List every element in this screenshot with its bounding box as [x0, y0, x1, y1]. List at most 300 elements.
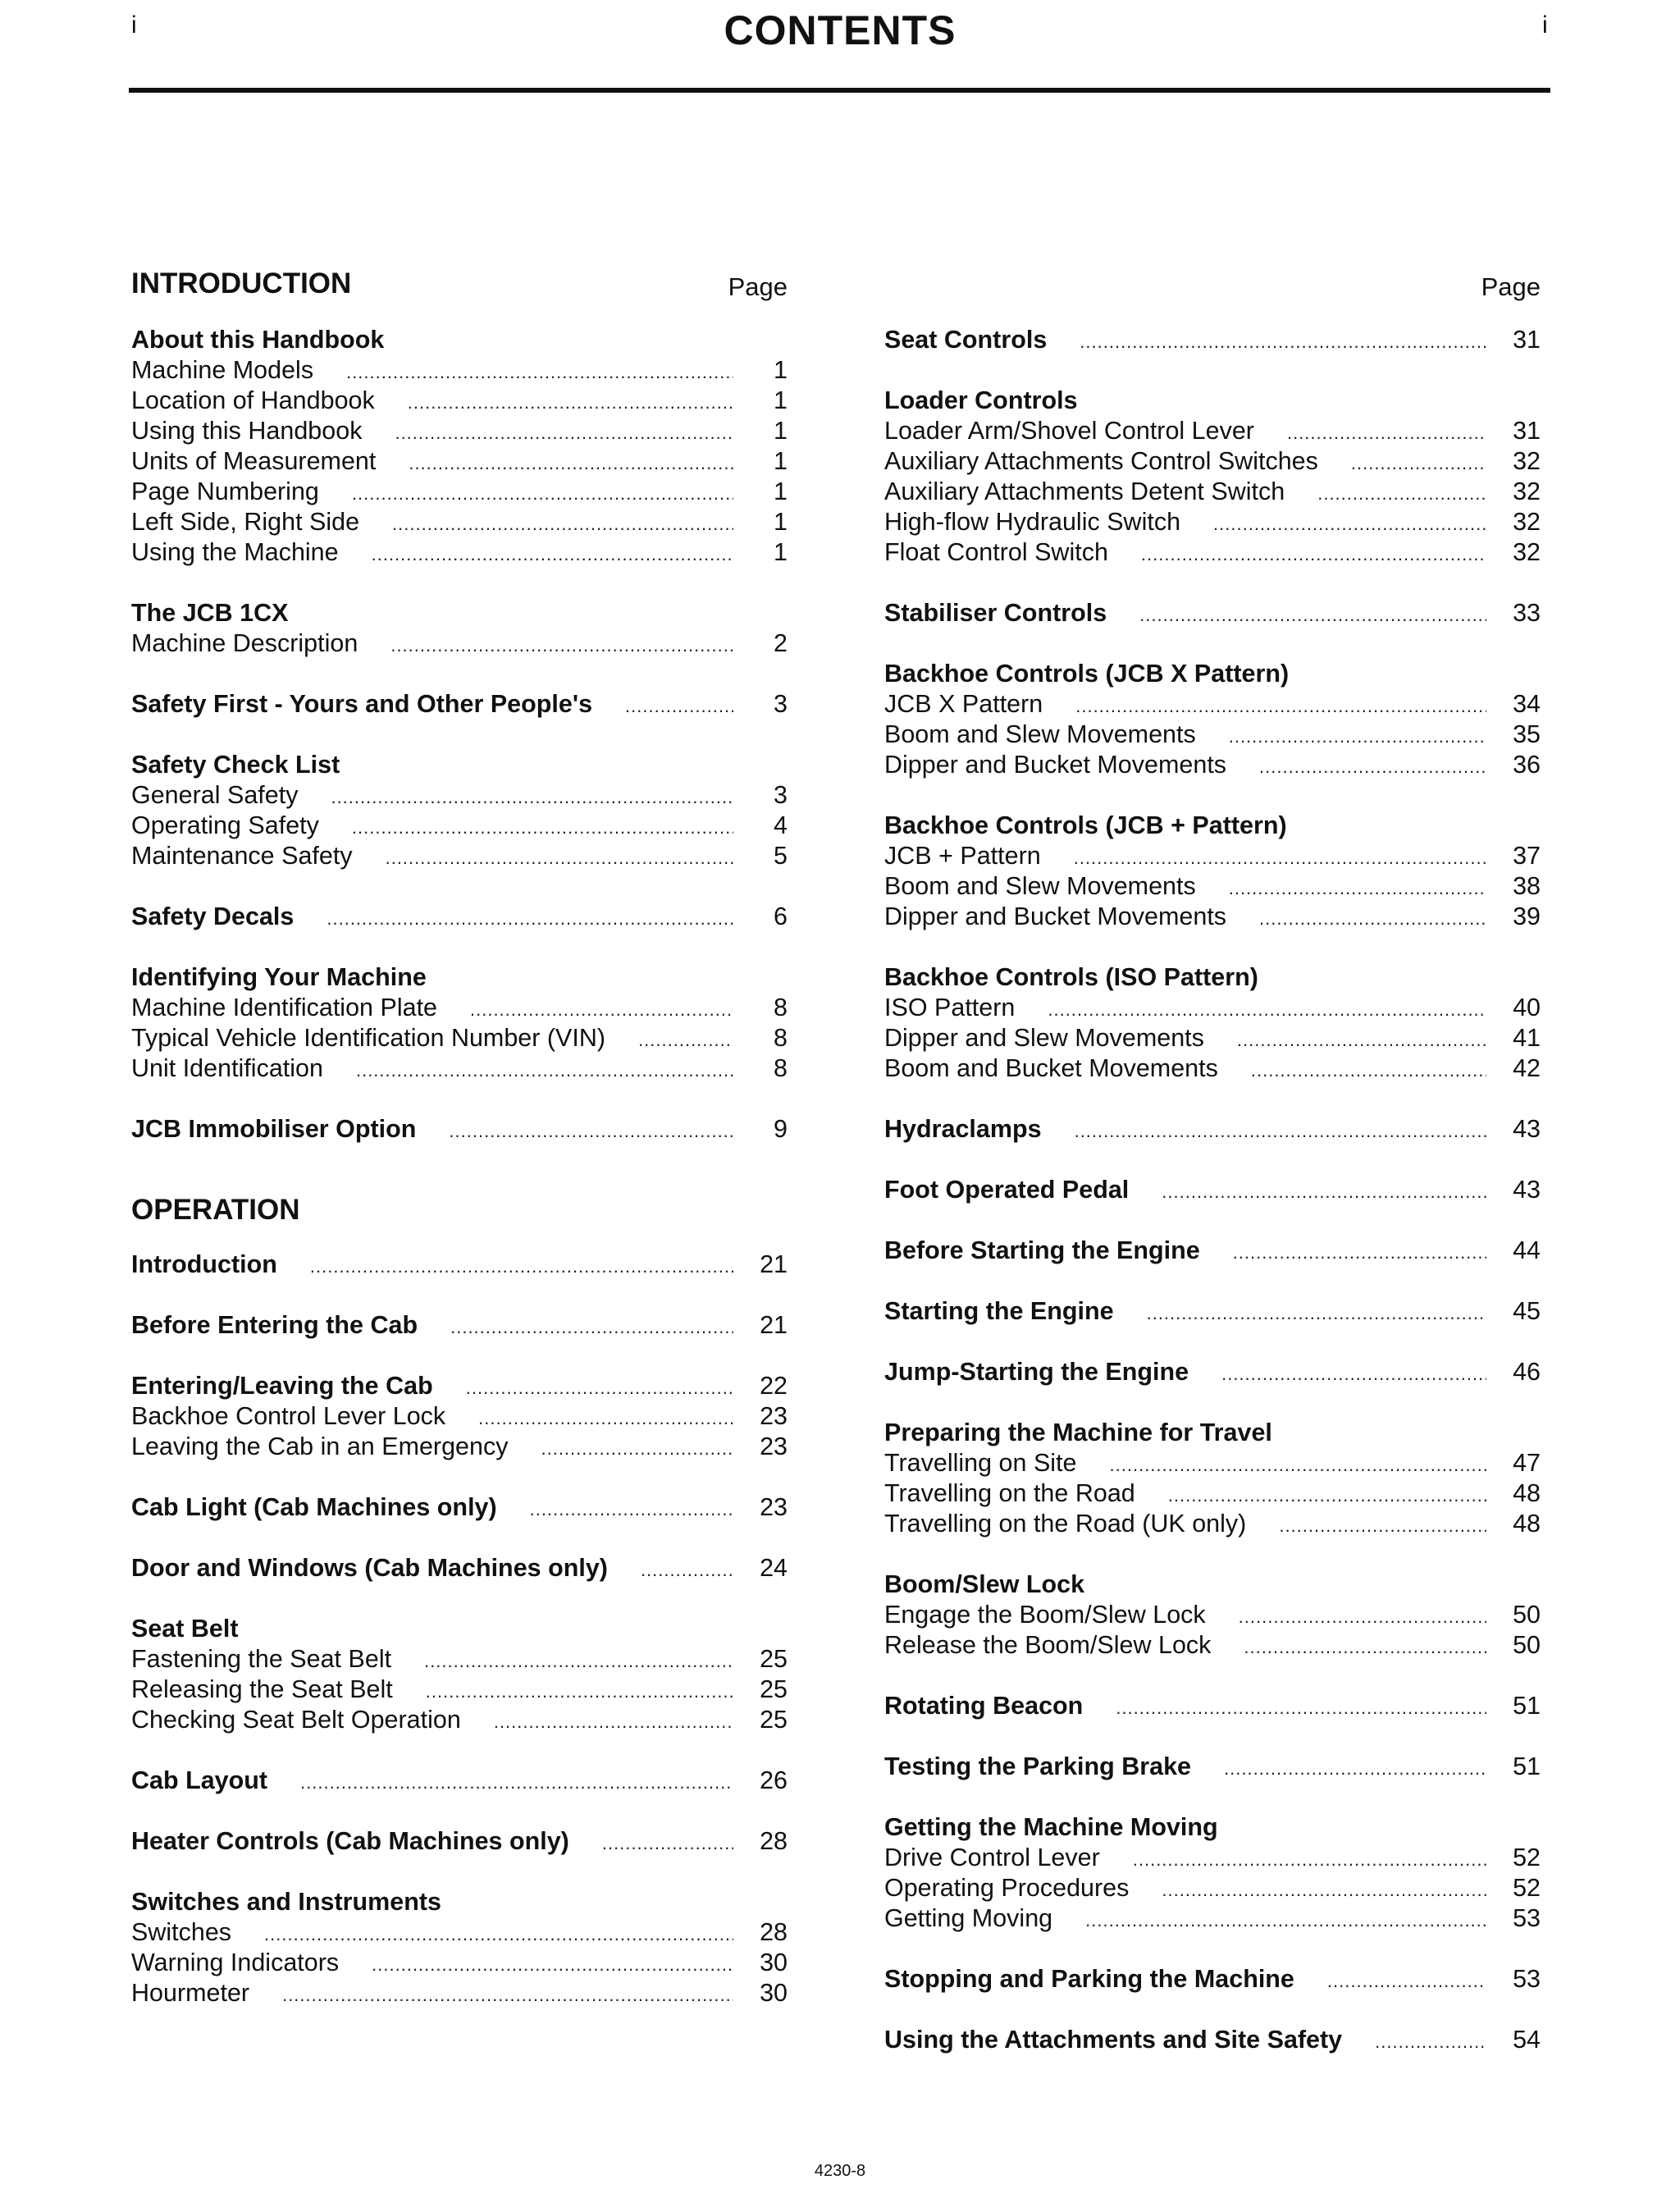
page-number: 25: [760, 1645, 788, 1673]
toc-entry-title: Page Numbering: [131, 477, 319, 505]
page-number: 26: [760, 1766, 788, 1794]
toc-heading[interactable]: [884, 386, 1541, 416]
toc-entry[interactable]: [131, 1917, 788, 1948]
toc-heading[interactable]: [884, 811, 1541, 841]
toc-entry-title: Machine Models: [131, 356, 314, 384]
dot-leader: [1075, 1116, 1486, 1146]
toc-entry-title: Engage the Boom/Slew Lock: [884, 1601, 1206, 1629]
dot-leader: [1327, 1966, 1486, 1996]
toc-entry[interactable]: [884, 1023, 1541, 1053]
dot-leader: [1213, 509, 1486, 539]
page-number: 53: [1513, 1904, 1541, 1932]
dot-leader: [300, 1767, 733, 1798]
toc-entry-title: Leaving the Cab in an Emergency: [131, 1432, 509, 1460]
toc-group: [884, 1296, 1541, 1327]
page-number: 45: [1513, 1297, 1541, 1325]
toc-entry-title: General Safety: [131, 781, 299, 809]
toc-group: [131, 962, 788, 1084]
toc-entry[interactable]: [884, 537, 1541, 568]
dot-leader: [494, 1707, 733, 1737]
toc-group: [884, 1691, 1541, 1721]
toc-entry-title: Auxiliary Attachments Detent Switch: [884, 477, 1285, 505]
toc-heading[interactable]: [884, 1114, 1541, 1145]
toc-group: [884, 1752, 1541, 1782]
toc-entry[interactable]: [884, 720, 1541, 750]
toc-entry[interactable]: [131, 537, 788, 568]
page-number: 1: [774, 356, 788, 384]
toc-entry-title: Dipper and Bucket Movements: [884, 902, 1227, 930]
dot-leader: [346, 357, 733, 387]
page-number: 31: [1513, 326, 1541, 354]
page-number: 8: [774, 994, 788, 1021]
dot-leader: [1279, 1510, 1486, 1541]
page-number: 38: [1513, 872, 1541, 900]
page-number: 32: [1513, 447, 1541, 475]
page-number: 1: [774, 538, 788, 566]
toc-group: [131, 689, 788, 720]
toc-entry[interactable]: [884, 1600, 1541, 1630]
toc-entry-title: Using the Machine: [131, 538, 339, 566]
toc-heading-title: Cab Light (Cab Machines only): [131, 1493, 497, 1521]
toc-group: [884, 386, 1541, 568]
page-number: 6: [774, 902, 788, 930]
toc-heading-title: Starting the Engine: [884, 1297, 1114, 1325]
page-title: CONTENTS: [724, 7, 956, 53]
toc-entry[interactable]: [884, 689, 1541, 720]
page-number: 1: [774, 477, 788, 505]
toc-heading-title: Seat Controls: [884, 326, 1048, 354]
toc-entry-title: Warning Indicators: [131, 1949, 340, 1976]
toc-entry-title: High-flow Hydraulic Switch: [884, 508, 1181, 536]
toc-heading[interactable]: [884, 1752, 1541, 1782]
toc-heading-title: Backhoe Controls (ISO Pattern): [884, 963, 1258, 991]
dot-leader: [372, 1949, 733, 1980]
dot-leader: [1075, 691, 1486, 721]
page-number: 50: [1513, 1631, 1541, 1659]
toc-group: [884, 1964, 1541, 1995]
dot-leader: [1229, 873, 1486, 903]
toc-entry[interactable]: [131, 1023, 788, 1053]
dot-leader: [1287, 418, 1486, 448]
dot-leader: [1110, 1450, 1486, 1480]
toc-heading[interactable]: [884, 598, 1541, 628]
toc-heading[interactable]: [131, 962, 788, 993]
toc-heading[interactable]: [131, 689, 788, 720]
toc-heading-title: Safety First - Yours and Other People's: [131, 690, 593, 718]
dot-leader: [424, 1646, 733, 1676]
page-number: 50: [1513, 1601, 1541, 1629]
toc-entry[interactable]: [131, 1644, 788, 1675]
toc-entry[interactable]: [131, 1675, 788, 1705]
dot-leader: [282, 1980, 733, 2010]
toc-entry[interactable]: [131, 446, 788, 477]
toc-entry[interactable]: [884, 1630, 1541, 1661]
toc-entry-title: ISO Pattern: [884, 994, 1016, 1021]
toc-entry[interactable]: [131, 1948, 788, 1978]
toc-group: [884, 1175, 1541, 1205]
toc-heading-title: Door and Windows (Cab Machines only): [131, 1554, 608, 1582]
toc-entry-title: JCB + Pattern: [884, 842, 1041, 870]
page-number: 41: [1513, 1024, 1541, 1052]
toc-right-column: [884, 264, 1541, 2086]
toc-heading[interactable]: [884, 1296, 1541, 1327]
page-column-label: Page: [728, 272, 788, 301]
dot-leader: [478, 1403, 733, 1433]
toc-heading[interactable]: [131, 1614, 788, 1644]
page-number: 25: [760, 1706, 788, 1734]
toc-entry-title: Location of Handbook: [131, 386, 375, 414]
toc-heading[interactable]: [131, 325, 788, 355]
toc-heading[interactable]: [884, 1964, 1541, 1995]
dot-leader: [1048, 994, 1486, 1025]
toc-entry[interactable]: [884, 1448, 1541, 1478]
toc-entry[interactable]: [884, 1053, 1541, 1084]
dot-leader: [1221, 1359, 1486, 1389]
toc-heading[interactable]: [884, 325, 1541, 355]
page-number: 1: [774, 386, 788, 414]
dot-leader: [1162, 1177, 1486, 1207]
toc-group: [884, 1418, 1541, 1539]
toc-group: [884, 598, 1541, 628]
toc-entry-title: Operating Procedures: [884, 1874, 1130, 1902]
dot-leader: [390, 630, 733, 660]
dot-leader: [1139, 600, 1486, 630]
dot-leader: [395, 418, 733, 448]
toc-group: [131, 750, 788, 871]
dot-leader: [326, 903, 733, 934]
page-number: 52: [1513, 1874, 1541, 1902]
toc-entry[interactable]: [131, 1401, 788, 1432]
toc-entry-title: Backhoe Control Lever Lock: [131, 1402, 446, 1430]
page-number: 43: [1513, 1176, 1541, 1204]
toc-entry[interactable]: [131, 1705, 788, 1735]
page-number: 9: [774, 1115, 788, 1143]
toc-heading-title: Backhoe Controls (JCB X Pattern): [884, 660, 1290, 688]
toc-group: [884, 811, 1541, 932]
toc-entry[interactable]: [884, 902, 1541, 932]
dot-leader: [409, 448, 733, 478]
page-number: 47: [1513, 1449, 1541, 1477]
dot-leader: [470, 994, 733, 1025]
page-number: 36: [1513, 751, 1541, 779]
toc-heading-title: Preparing the Machine for Travel: [884, 1419, 1272, 1446]
page-column-label: Page: [1481, 272, 1541, 301]
page-number: 28: [760, 1827, 788, 1855]
toc-group: [131, 1887, 788, 2008]
toc-entry-title: Release the Boom/Slew Lock: [884, 1631, 1212, 1659]
page-number: 24: [760, 1554, 788, 1582]
toc-group: [131, 1614, 788, 1735]
dot-leader: [352, 478, 733, 509]
dot-leader: [310, 1251, 733, 1282]
toc-entry-title: Auxiliary Attachments Control Switches: [884, 447, 1318, 475]
page-number: 48: [1513, 1510, 1541, 1538]
toc-heading[interactable]: [884, 1691, 1541, 1721]
page-number: 21: [760, 1311, 788, 1339]
page-number: 1: [774, 447, 788, 475]
toc-entry-title: Dipper and Slew Movements: [884, 1024, 1204, 1052]
toc-heading[interactable]: [131, 1887, 788, 1917]
toc-entry-title: Fastening the Seat Belt: [131, 1645, 392, 1673]
toc-heading[interactable]: [131, 1250, 788, 1280]
toc-heading-title: Safety Check List: [131, 751, 340, 779]
dot-leader: [1229, 721, 1486, 752]
page-number: 22: [760, 1372, 788, 1400]
toc-group: [884, 1570, 1541, 1661]
toc-heading-title: Hydraclamps: [884, 1115, 1042, 1143]
toc-heading-title: Before Entering the Cab: [131, 1311, 418, 1339]
toc-heading-title: JCB Immobiliser Option: [131, 1115, 417, 1143]
dot-leader: [1239, 1602, 1486, 1632]
page-number: 51: [1513, 1692, 1541, 1720]
page-number: 51: [1513, 1752, 1541, 1780]
toc-group: [884, 962, 1541, 1084]
toc-heading-title: The JCB 1CX: [131, 599, 289, 627]
toc-entry-title: Drive Control Lever: [884, 1844, 1100, 1871]
toc-entry-title: Travelling on the Road: [884, 1479, 1135, 1507]
dot-leader: [264, 1919, 733, 1949]
page-number: 46: [1513, 1358, 1541, 1386]
toc-left-column: [131, 264, 788, 2039]
toc-entry[interactable]: [131, 416, 788, 446]
page-number: 21: [760, 1250, 788, 1278]
toc-heading[interactable]: [131, 598, 788, 628]
dot-leader: [1080, 327, 1486, 357]
toc-entry[interactable]: [884, 993, 1541, 1023]
dot-leader: [602, 1828, 733, 1858]
toc-entry-title: Operating Safety: [131, 811, 319, 839]
dot-leader: [641, 1555, 733, 1585]
left-column-header: [131, 264, 788, 305]
toc-entry[interactable]: [884, 477, 1541, 507]
toc-group: [131, 598, 788, 659]
toc-group: [884, 325, 1541, 355]
page-number: 23: [760, 1432, 788, 1460]
dot-leader: [1074, 843, 1486, 873]
toc-entry[interactable]: [884, 1478, 1541, 1509]
toc-heading[interactable]: [884, 1570, 1541, 1600]
toc-entry[interactable]: [131, 507, 788, 537]
toc-heading-title: Switches and Instruments: [131, 1888, 441, 1916]
dot-leader: [1317, 478, 1486, 509]
toc-heading[interactable]: [131, 1114, 788, 1145]
toc-entry-title: Releasing the Seat Belt: [131, 1675, 393, 1703]
dot-leader: [1141, 539, 1486, 569]
toc-group: [884, 1236, 1541, 1266]
toc-heading[interactable]: [131, 750, 788, 780]
page-number: 52: [1513, 1844, 1541, 1871]
dot-leader: [1251, 1055, 1486, 1085]
toc-entry[interactable]: [131, 628, 788, 659]
toc-entry[interactable]: [131, 1978, 788, 2008]
dot-leader: [530, 1494, 733, 1524]
toc-heading-title: Rotating Beacon: [884, 1692, 1084, 1720]
page-number: 34: [1513, 690, 1541, 718]
toc-group: [131, 325, 788, 568]
toc-entry-title: Travelling on the Road (UK only): [884, 1510, 1247, 1538]
toc-heading[interactable]: [884, 1418, 1541, 1448]
dot-leader: [1351, 448, 1486, 478]
toc-entry-title: Switches: [131, 1918, 232, 1946]
toc-entry[interactable]: [131, 841, 788, 871]
toc-heading-title: Introduction: [131, 1250, 277, 1278]
toc-group: [131, 1371, 788, 1462]
toc-entry-title: Using this Handbook: [131, 417, 363, 445]
toc-entry[interactable]: [131, 993, 788, 1023]
dot-leader: [1133, 1844, 1486, 1875]
page-number: 35: [1513, 720, 1541, 748]
page-number: 8: [774, 1054, 788, 1082]
toc-heading-title: Identifying Your Machine: [131, 963, 427, 991]
toc-entry[interactable]: [131, 355, 788, 386]
toc-entry[interactable]: [131, 811, 788, 841]
toc-group: [131, 1250, 788, 1280]
page-number: 3: [774, 690, 788, 718]
toc-group: [884, 659, 1541, 780]
page-number: 4: [774, 811, 788, 839]
dot-leader: [1224, 1753, 1486, 1784]
toc-entry-title: Machine Identification Plate: [131, 994, 437, 1021]
dot-leader: [372, 539, 733, 569]
toc-heading[interactable]: [884, 962, 1541, 993]
toc-heading-title: Jump-Starting the Engine: [884, 1358, 1189, 1386]
page-number: 25: [760, 1675, 788, 1703]
toc-group: [131, 1766, 788, 1796]
document-code: 4230-8: [814, 2162, 866, 2180]
toc-heading-title: Loader Controls: [884, 386, 1078, 414]
toc-heading[interactable]: [884, 659, 1541, 689]
page-numeral-left: i: [131, 11, 137, 39]
toc-heading-title: Testing the Parking Brake: [884, 1752, 1192, 1780]
toc-heading[interactable]: [131, 902, 788, 932]
toc-heading-title: Getting the Machine Moving: [884, 1813, 1218, 1841]
toc-group: [131, 1492, 788, 1523]
dot-leader: [1147, 1298, 1486, 1328]
dot-leader: [1168, 1480, 1486, 1510]
toc-entry-title: Checking Seat Belt Operation: [131, 1706, 461, 1734]
toc-entry[interactable]: [884, 1843, 1541, 1873]
toc-entry[interactable]: [884, 416, 1541, 446]
dot-leader: [392, 509, 733, 539]
dot-leader: [408, 387, 733, 418]
toc-entry-title: Getting Moving: [884, 1904, 1053, 1932]
toc-heading-title: Backhoe Controls (JCB + Pattern): [884, 811, 1287, 839]
dot-leader: [1085, 1905, 1486, 1935]
dot-leader: [1162, 1875, 1486, 1905]
page-number: 43: [1513, 1115, 1541, 1143]
page-number: 37: [1513, 842, 1541, 870]
toc-heading-title: Stopping and Parking the Machine: [884, 1965, 1294, 1993]
toc-heading[interactable]: [131, 1766, 788, 1796]
toc-entry[interactable]: [884, 871, 1541, 902]
toc-heading[interactable]: [131, 1826, 788, 1857]
toc-entry[interactable]: [884, 1873, 1541, 1903]
toc-entry[interactable]: [131, 1432, 788, 1462]
toc-heading[interactable]: [131, 1553, 788, 1583]
toc-entry[interactable]: [884, 1903, 1541, 1934]
toc-entry-title: Typical Vehicle Identification Number (VIN): [131, 1024, 606, 1052]
page-number: 31: [1513, 417, 1541, 445]
dot-leader: [450, 1312, 733, 1342]
page-number: 32: [1513, 508, 1541, 536]
toc-entry[interactable]: [884, 750, 1541, 780]
page-number: 48: [1513, 1479, 1541, 1507]
page-numeral-right: i: [1542, 11, 1548, 39]
toc-heading-title: About this Handbook: [131, 326, 385, 354]
toc-heading-title: Heater Controls (Cab Machines only): [131, 1827, 569, 1855]
toc-entry[interactable]: [131, 780, 788, 811]
toc-group: [884, 1812, 1541, 1934]
toc-group: [131, 1310, 788, 1341]
toc-heading[interactable]: [884, 1357, 1541, 1387]
page-number: 44: [1513, 1236, 1541, 1264]
toc-heading[interactable]: [131, 1492, 788, 1523]
toc-group: [884, 2025, 1541, 2055]
section-heading-operation: OPERATION: [131, 1194, 300, 1226]
toc-entry-title: Dipper and Bucket Movements: [884, 751, 1227, 779]
toc-heading[interactable]: [884, 1175, 1541, 1205]
toc-entry[interactable]: [131, 477, 788, 507]
toc-entry[interactable]: [884, 841, 1541, 871]
toc-entry[interactable]: [131, 386, 788, 416]
toc-heading-title: Before Starting the Engine: [884, 1236, 1200, 1264]
toc-heading[interactable]: [884, 2025, 1541, 2055]
page-number: 32: [1513, 538, 1541, 566]
toc-heading[interactable]: [131, 1310, 788, 1341]
toc-group: [131, 1114, 788, 1145]
toc-entry-title: Left Side, Right Side: [131, 508, 360, 536]
toc-entry[interactable]: [884, 446, 1541, 477]
page-number: 1: [774, 417, 788, 445]
toc-entry-title: Machine Description: [131, 629, 358, 657]
toc-group: [131, 1553, 788, 1583]
toc-heading[interactable]: [884, 1236, 1541, 1266]
page-number: 54: [1513, 2026, 1541, 2054]
section-heading-introduction: INTRODUCTION: [131, 267, 352, 299]
introduction-entries: [131, 325, 788, 1145]
dot-leader: [426, 1676, 733, 1707]
page-number: 5: [774, 842, 788, 870]
dot-leader: [449, 1116, 733, 1146]
toc-entry-title: Travelling on Site: [884, 1449, 1077, 1477]
toc-entry[interactable]: [884, 1509, 1541, 1539]
toc-entry-title: Float Control Switch: [884, 538, 1108, 566]
page-number: 40: [1513, 994, 1541, 1021]
operation-entries-continued: [884, 325, 1541, 2055]
page-number: 2: [774, 629, 788, 657]
page-number: 33: [1513, 599, 1541, 627]
dot-leader: [638, 1025, 733, 1055]
toc-entry[interactable]: [884, 507, 1541, 537]
page-number: 53: [1513, 1965, 1541, 1993]
toc-entry-title: Boom and Slew Movements: [884, 720, 1196, 748]
page-number: 8: [774, 1024, 788, 1052]
toc-entry-title: Boom and Bucket Movements: [884, 1054, 1218, 1082]
toc-heading[interactable]: [884, 1812, 1541, 1843]
dot-leader: [356, 1055, 733, 1085]
toc-entry[interactable]: [131, 1053, 788, 1084]
dot-leader: [386, 843, 733, 873]
page-number: 3: [774, 781, 788, 809]
dot-leader: [1259, 903, 1486, 934]
toc-entry-title: Unit Identification: [131, 1054, 323, 1082]
operation-entries: [131, 1250, 788, 2008]
toc-entry-title: Units of Measurement: [131, 447, 377, 475]
dot-leader: [466, 1373, 733, 1403]
page-number: 39: [1513, 902, 1541, 930]
toc-entry-title: Hourmeter: [131, 1979, 250, 2007]
toc-heading[interactable]: [131, 1371, 788, 1401]
